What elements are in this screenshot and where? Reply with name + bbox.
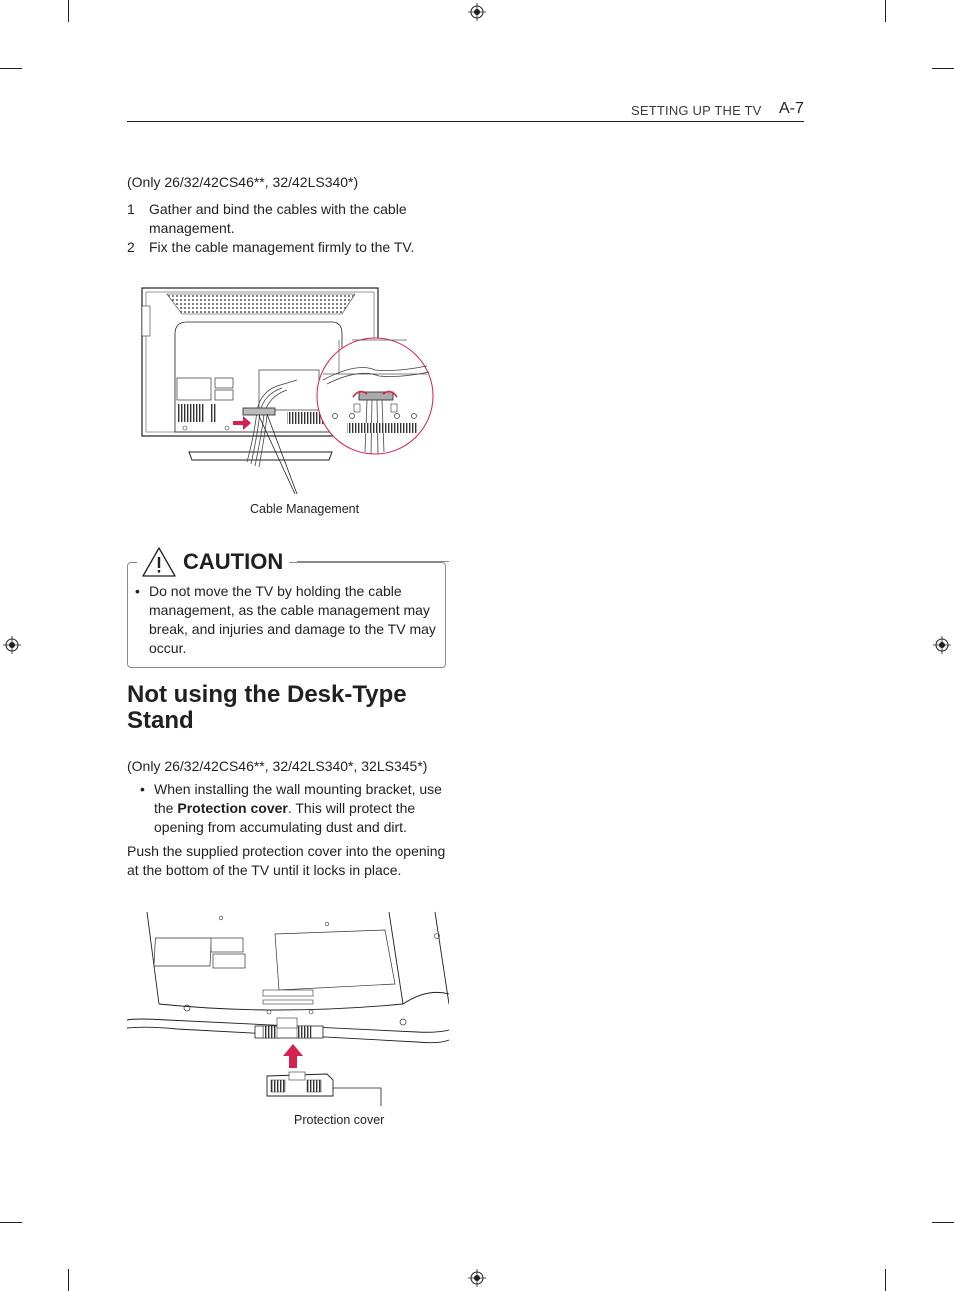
page-number: A-7 [779,100,804,117]
bullet-text [138,780,458,837]
registration-mark-icon [468,3,486,21]
protection-cover-illustration [127,908,449,1106]
step-text: Gather and bind the cables with the cable management. [149,201,407,236]
bullet: • [140,781,145,797]
header-rule [127,121,804,122]
bullet-text-end: . This will protect the opening from accumulating dust and dirt. [154,800,416,835]
model-note: (Only 26/32/42CS46**, 32/42LS340*) [127,174,359,190]
step-text: Fix the cable management firmly to the TV. [149,239,415,255]
crop-mark [932,1222,954,1223]
registration-mark-icon [933,636,951,654]
cable-management-illustration [127,282,447,497]
caution-header [137,542,289,582]
list-item [127,200,457,238]
crop-mark [885,1269,886,1291]
crop-mark [68,0,69,22]
bullet: • [135,583,140,599]
bullet-text-start: When installing the wall mounting bracket, use the [154,781,442,816]
caution-title: CAUTION [183,549,284,574]
protection-cover-term: Protection cover [177,800,288,816]
figure-caption: Cable Management [250,502,360,516]
caution-rule [297,561,449,562]
crop-mark [885,0,886,22]
crop-mark [0,1222,22,1223]
step-number: 2 [127,239,135,255]
body-paragraph: Push the supplied protection cover into the opening at the bottom of the TV until it locks in place. [127,843,446,878]
crop-mark [0,68,22,69]
list-item [127,238,457,257]
registration-mark-icon [3,636,21,654]
step-number: 1 [127,201,135,217]
warning-icon [141,546,177,578]
steps-list [127,200,457,257]
registration-mark-icon [468,1269,486,1287]
section-heading: Not using the Desk-Type Stand [127,681,407,734]
section-label: SETTING UP THE TV [631,103,762,118]
caution-text: Do not move the TV by holding the cable management, as the cable management may break, and injuries and damage to the TV may occur. [149,583,436,656]
instruction-bullet [138,780,458,837]
crop-mark [932,68,954,69]
crop-mark [68,1269,69,1291]
figure-caption: Protection cover [294,1113,385,1127]
caution-item [135,582,445,658]
model-note: (Only 26/32/42CS46**, 32/42LS340*, 32LS345*) [127,758,428,774]
